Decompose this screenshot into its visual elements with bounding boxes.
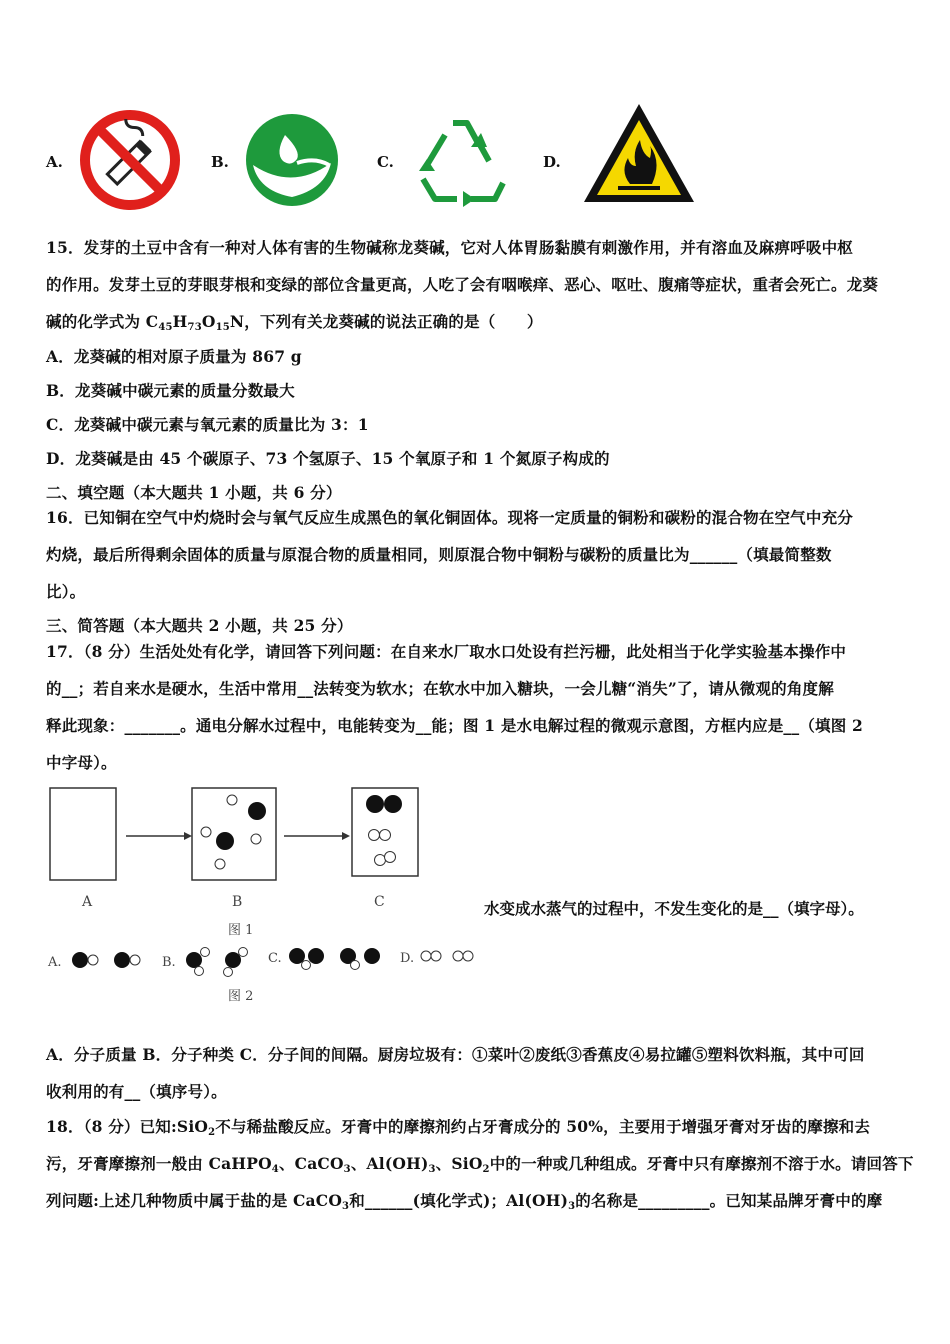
q18-l2-sub1: 4: [271, 1164, 279, 1175]
figure1-label-c: C: [374, 894, 385, 910]
q15-sub-h: 73: [187, 322, 202, 333]
q18-l3-a: 列问题:上述几种物质中属于盐的是 CaCO: [46, 1191, 343, 1210]
figure2-option-d: D.: [400, 951, 415, 966]
q18-l2-d: 、SiO: [435, 1154, 483, 1173]
q15-line-1: 15．发芽的土豆中含有一种对人体有害的生物碱称龙葵碱，它对人体胃肠黏膜有刺激作用，并有溶血及麻痹呼吸中枢: [46, 238, 853, 257]
q17-side-question: 水变成水蒸气的过程中，不发生变化的是__（填字母）。: [484, 899, 864, 918]
q18-line-3: [46, 1189, 906, 1212]
q15-formula-o: O: [201, 312, 216, 331]
q18-l3-b: 和______(填化学式)；Al(OH): [349, 1191, 569, 1210]
q15-line-2: 的作用。发芽土豆的芽眼芽根和变绿的部位含量更高，人吃了会有咽喉痒、恶心、呕吐、腹痛等症状，重者会死亡。龙葵: [46, 275, 879, 294]
q15-formula-suffix: N，下列有关龙葵碱的说法正确的是（ ）: [229, 312, 543, 331]
section-3-heading: 三、简答题（本大题共 2 小题，共 25 分）: [46, 616, 353, 635]
q18-l3-c: 的名称是_________。已知某品牌牙膏中的摩: [575, 1191, 883, 1210]
figure2-option-c: C.: [268, 951, 282, 966]
q15-option-c: C．龙葵碱中碳元素与氧元素的质量比为 3：1: [46, 415, 369, 434]
q16-line-1: 16．已知铜在空气中灼烧时会与氧气反应生成黑色的氧化铜固体。现将一定质量的铜粉和碳粉的混合物在空气中充分: [46, 508, 853, 527]
q18-l2-c: 、Al(OH): [350, 1154, 429, 1173]
q15-line-3: [46, 310, 906, 333]
q18-l2-e: 中的一种或几种组成。牙膏中只有摩擦剂不溶于水。请回答下: [489, 1154, 914, 1173]
q18-l3-sub1: 3: [342, 1201, 350, 1212]
q18-l2-sub2: 3: [343, 1164, 351, 1175]
q18-l3-sub2: 3: [568, 1201, 576, 1212]
water-saving-icon: [245, 113, 339, 211]
q18-l2-a: 污，牙膏摩擦剂一般由 CaHPO: [46, 1154, 272, 1173]
q18-l1-a: 18．（8 分）已知:SiO: [46, 1117, 209, 1136]
figure2-caption: 图 2: [228, 989, 254, 1004]
q15-formula-prefix: 碱的化学式为 C: [46, 312, 159, 331]
q15-option-a: A．龙葵碱的相对原子质量为 867 g: [46, 347, 302, 366]
q18-l2-sub3: 3: [428, 1164, 436, 1175]
q18-l1-sub: 2: [208, 1127, 216, 1138]
option-c-label: C.: [377, 153, 394, 171]
q17-line-3: 释此现象：_______。通电分解水过程中，电能转变为__能；图 1 是水电解过程的微观示意图，方框内应是__（填图 2: [46, 716, 864, 735]
figure2-option-b: B.: [162, 955, 176, 970]
no-smoking-icon: [78, 108, 182, 216]
figure1-box-a: [50, 788, 116, 880]
q16-line-3: 比）。: [46, 582, 86, 601]
recycle-icon: [409, 113, 513, 213]
section-2-heading: 二、填空题（本大题共 1 小题，共 6 分）: [46, 483, 342, 502]
option-d-label: D.: [543, 153, 561, 171]
figure2-option-a: A.: [48, 955, 62, 970]
q18-l2-b: 、CaCO: [278, 1154, 344, 1173]
q17-line-4: 中字母）。: [46, 753, 117, 772]
q18-l1-b: 不与稀盐酸反应。牙膏中的摩擦剂约占牙膏成分的 50%，主要用于增强牙膏对牙齿的摩擦和去: [215, 1117, 871, 1136]
figure1-caption: 图 1: [228, 923, 254, 938]
figure1-label-a: A: [82, 894, 93, 910]
flammable-warning-icon: [580, 100, 698, 210]
q15-option-b: B．龙葵碱中碳元素的质量分数最大: [46, 381, 295, 400]
q17-line-1: 17．（8 分）生活处处有化学，请回答下列问题：在自来水厂取水口处设有拦污栅，此处相当于化学实验基本操作中: [46, 642, 847, 661]
q15-option-d: D．龙葵碱是由 45 个碳原子、73 个氢原子、15 个氧原子和 1 个氮原子构成的: [46, 449, 610, 468]
q18-l2-sub4: 2: [482, 1164, 490, 1175]
q17-line-2: 的__；若自来水是硬水，生活中常用__法转变为软水；在软水中加入糖块，一会儿糖“消失”了，请从微观的角度解: [46, 679, 834, 698]
q17-line-5: A．分子质量 B．分子种类 C．分子间的间隔。厨房垃圾有：①菜叶②废纸③香蕉皮④易拉罐⑤塑料饮料瓶，其中可回: [46, 1045, 865, 1064]
q15-sub-o: 15: [215, 322, 230, 333]
q17-line-6: 收利用的有__（填序号）。: [46, 1082, 227, 1101]
q16-line-2: 灼烧，最后所得剩余固体的质量与原混合物的质量相同，则原混合物中铜粉与碳粉的质量比为______（填最简整数: [46, 545, 832, 564]
option-b-label: B.: [211, 153, 229, 171]
q18-line-2: [46, 1152, 914, 1175]
q18-line-1: [46, 1115, 906, 1138]
electrolysis-figure: [44, 782, 494, 1016]
option-a-label: A.: [46, 153, 63, 171]
q15-formula-h: H: [172, 312, 188, 331]
q15-sub-c: 45: [158, 322, 173, 333]
figure1-label-b: B: [232, 894, 243, 910]
